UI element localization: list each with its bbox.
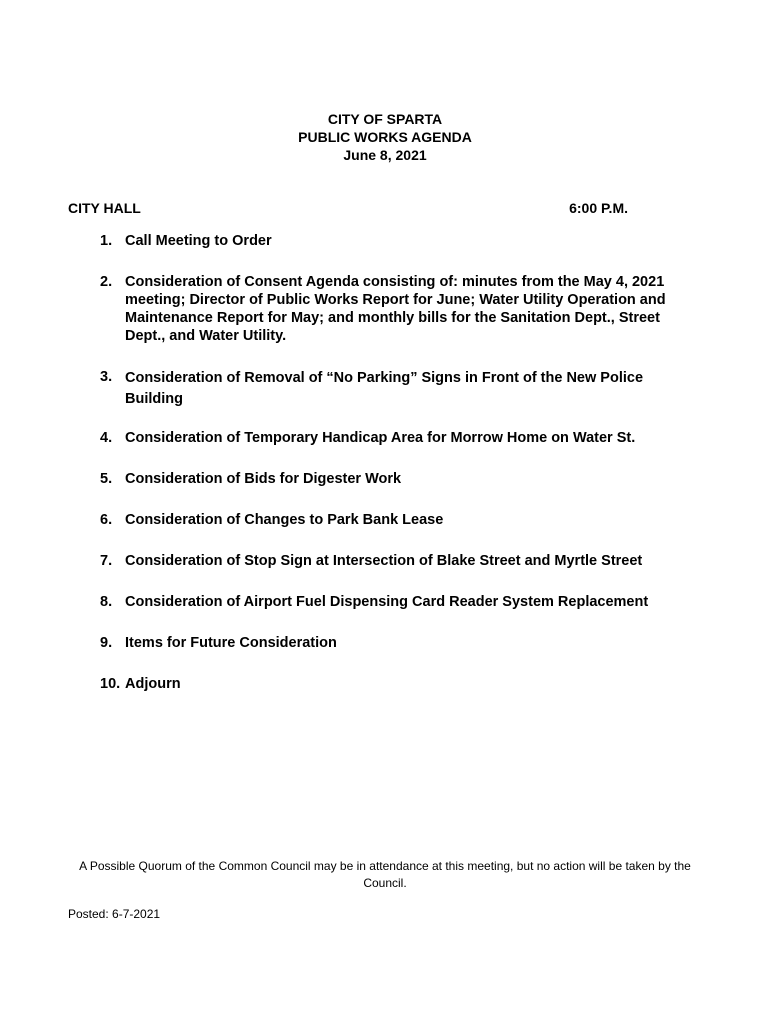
agenda-item-number: 7. (100, 553, 113, 569)
agenda-item-7 (100, 552, 700, 570)
agenda-item-number: 5. (100, 471, 113, 487)
quorum-notice: A Possible Quorum of the Common Council may be in attendance at this meeting, but no action will be taken by the Council. (79, 859, 691, 890)
document-header (0, 110, 770, 164)
agenda-item-text: Consideration of Airport Fuel Dispensing Card Reader System Replacement (125, 594, 649, 610)
posted-date: Posted: 6-7-2021 (68, 907, 161, 921)
agenda-item-8 (100, 593, 700, 611)
agenda-item-text: Consideration of Bids for Digester Work (125, 471, 402, 487)
agenda-item-text: Consideration of Temporary Handicap Area for Morrow Home on Water St. (125, 430, 636, 446)
agenda-item-text: Items for Future Consideration (125, 635, 337, 651)
agenda-item-5 (100, 470, 700, 488)
agenda-item-number: 2. (100, 274, 113, 290)
agenda-item-text: Consideration of Stop Sign at Intersection of Blake Street and Myrtle Street (125, 553, 643, 569)
agenda-item-text: Consideration of Changes to Park Bank Lease (125, 512, 444, 528)
city-name: CITY OF SPARTA (327, 111, 443, 127)
agenda-item-6 (100, 511, 700, 529)
agenda-item-4 (100, 429, 700, 447)
meeting-location: CITY HALL (68, 200, 141, 216)
agenda-list (100, 232, 700, 716)
agenda-item-2 (100, 273, 700, 345)
agenda-title: PUBLIC WORKS AGENDA (298, 129, 472, 145)
agenda-item-1 (100, 232, 700, 250)
agenda-item-number: 8. (100, 594, 113, 610)
meeting-date: June 8, 2021 (343, 147, 427, 163)
agenda-item-text: Consideration of Removal of “No Parking” Signs in Front of the New Police Building (125, 370, 644, 407)
agenda-item-9 (100, 634, 700, 652)
agenda-item-text: Call Meeting to Order (125, 233, 272, 249)
agenda-item-number: 6. (100, 512, 113, 528)
agenda-item-number: 10. (100, 676, 121, 692)
agenda-item-number: 4. (100, 430, 113, 446)
meeting-time: 6:00 P.M. (569, 200, 628, 216)
agenda-item-number: 1. (100, 233, 113, 249)
agenda-item-text: Adjourn (125, 676, 181, 692)
agenda-item-number: 9. (100, 635, 113, 651)
agenda-item-3 (100, 368, 700, 410)
agenda-item-number: 3. (100, 369, 113, 385)
agenda-item-10 (100, 675, 700, 693)
agenda-item-text: Consideration of Consent Agenda consisting of: minutes from the May 4, 2021 meeting; Director of Public Works Report for June; Water Utility Operation and Maintenance Report for May; and monthly bills for the Sanitation Dept., Street Dept., and Water Utility. (125, 274, 666, 344)
